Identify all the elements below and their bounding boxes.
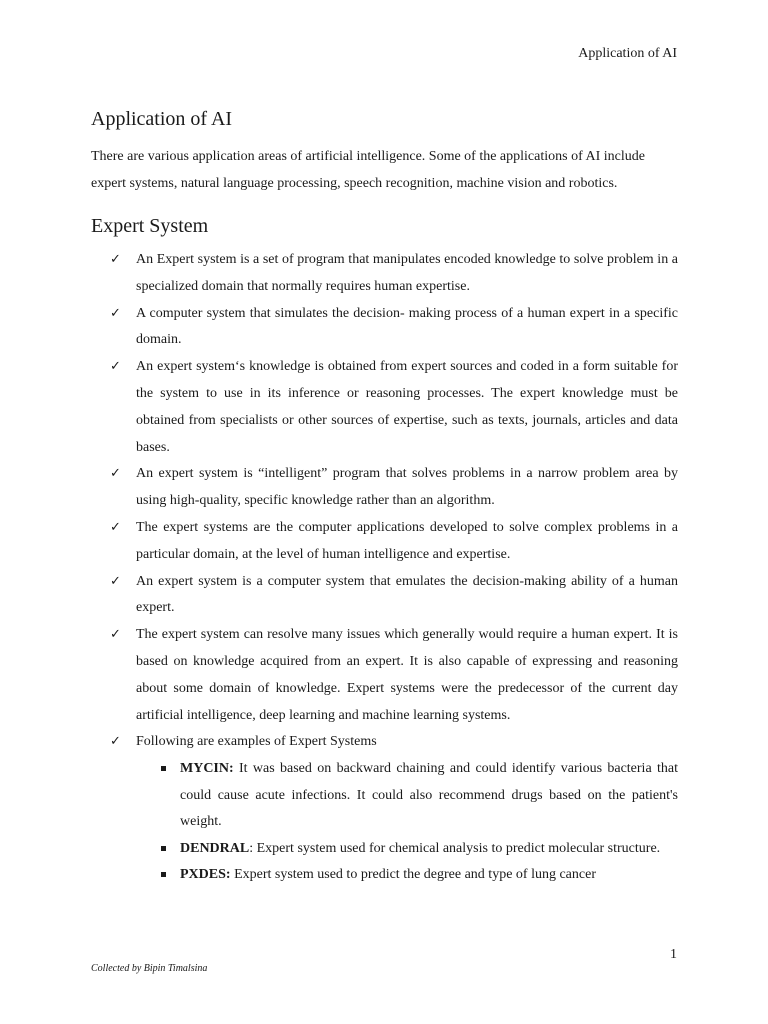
checkmark-icon: ✓ [110, 734, 121, 750]
list-item [110, 729, 678, 756]
example-term: DENDRAL [180, 840, 250, 856]
example-item [180, 836, 678, 863]
list-item-text: An Expert system is a set of program that manipulates encoded knowledge to solve problem in a specialized domain that normally requires human expertise. [136, 252, 678, 294]
checkmark-icon: ✓ [110, 519, 121, 535]
page-content [91, 104, 678, 889]
list-item [110, 622, 678, 729]
example-item [180, 756, 678, 836]
list-item-text: An expert system is “intelligent” program that solves problems in a narrow problem area by using high-quality, specific knowledge rather than an algorithm. [136, 466, 678, 509]
checkmark-icon: ✓ [110, 573, 121, 589]
example-term: MYCIN: [180, 761, 234, 777]
examples-list [91, 756, 678, 889]
list-item-text: An expert system‘s knowledge is obtained from expert sources and coded in a form suitable for the system to use in its inference or reasoning processes. The expert knowledge must be obtained from specialists or other sources of expertise, such as texts, journals, articles and data bases. [136, 359, 678, 455]
example-text: Expert system used to predict the degree and type of lung cancer [230, 867, 596, 883]
checkmark-icon: ✓ [110, 359, 121, 375]
expert-system-title: Expert System [91, 215, 209, 237]
running-header: Application of AI [578, 46, 677, 61]
checkmark-icon: ✓ [110, 305, 121, 321]
footer-credit: Collected by Bipin Timalsina [91, 963, 208, 974]
checkmark-icon: ✓ [110, 627, 121, 643]
page-number: 1 [670, 947, 677, 962]
checkmark-icon: ✓ [110, 466, 121, 482]
list-item-text: An expert system is a computer system that emulates the decision-making ability of a human expert. [136, 573, 678, 616]
list-item [110, 301, 678, 355]
list-item-text: Following are examples of Expert Systems [136, 734, 377, 750]
list-item-text: A computer system that simulates the decision- making process of a human expert in a specific domain. [136, 305, 678, 348]
example-text: : Expert system used for chemical analysis to predict molecular structure. [249, 840, 661, 856]
list-item [110, 247, 678, 301]
example-item [180, 862, 678, 889]
expert-system-list [91, 247, 678, 756]
example-term: PXDES: [180, 867, 231, 883]
list-item-text: The expert systems are the computer applications developed to solve complex problems in a particular domain, at the level of human intelligence and expertise. [136, 519, 678, 562]
example-text: It was based on backward chaining and could identify various bacteria that could cause acute infections. It could also recommend drugs based on the patient's weight. [180, 761, 678, 830]
checkmark-icon: ✓ [110, 252, 121, 267]
square-bullet-icon [161, 846, 166, 851]
section-title: Application of AI [91, 108, 233, 130]
list-item-text: The expert system can resolve many issues which generally would require a human expert. It is based on knowledge acquired from an expert. It is also capable of expressing and reasoning about some domain of knowledge. Expert systems were the predecessor of the current day artificial intelligence, deep learning and machine learning systems. [136, 627, 678, 723]
list-item [110, 354, 678, 461]
list-item [110, 515, 678, 569]
list-item [110, 569, 678, 623]
square-bullet-icon [161, 872, 166, 877]
square-bullet-icon [161, 766, 166, 771]
list-item [110, 461, 678, 515]
intro-paragraph: There are various application areas of artificial intelligence. Some of the applications of AI include expert systems, natural language processing, speech recognition, machine vision and robotics. [91, 149, 645, 191]
